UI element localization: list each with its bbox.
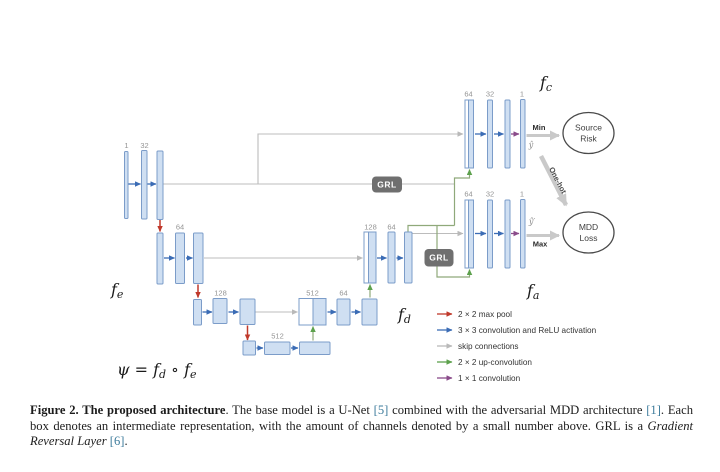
encoder-level3 (194, 289, 256, 341)
grl-label: GRL (429, 252, 449, 263)
caption-text: combined with the adversarial MDD architecture (388, 403, 647, 417)
channel-label: 64 (387, 222, 396, 232)
channel-label: 32 (485, 89, 495, 99)
fd-base: f (398, 305, 404, 324)
concat-bar-skip (465, 200, 469, 268)
concat-bar-skip (364, 232, 369, 283)
feature-bar (194, 300, 202, 326)
channel-label: 1 (519, 189, 525, 199)
mdd-loss-node (563, 212, 614, 253)
feature-bar (505, 100, 510, 168)
caption-bold: Figure 2. The proposed architecture (30, 403, 226, 417)
mdd-loss-line2: Loss (579, 233, 598, 243)
concat-bar-upconv (469, 100, 474, 168)
feature-bar (240, 299, 255, 325)
grl-1 (372, 177, 402, 193)
fc-base: f (540, 73, 546, 92)
feature-bar (405, 232, 413, 283)
legend-item-upconv (437, 358, 532, 367)
feature-bar (300, 342, 331, 355)
psi-s1: d (159, 368, 167, 381)
label-fd (397, 305, 411, 326)
grl-2 (425, 249, 454, 267)
label-psi-equation (117, 360, 197, 381)
concat-bar-skip (299, 299, 313, 326)
head-fa (464, 190, 559, 269)
source-risk-line1: Source (575, 122, 602, 133)
feature-bar (125, 152, 129, 219)
feature-bar (265, 342, 291, 355)
channel-label: 1 (519, 89, 525, 99)
concat-bar-upconv (313, 299, 326, 326)
legend-label: 1 × 1 convolution (458, 374, 521, 383)
feature-bar (157, 151, 163, 220)
psi-s2: e (190, 368, 197, 381)
onehot-connection (541, 156, 569, 205)
figure-caption (30, 403, 693, 450)
legend-label: skip connections (458, 342, 519, 351)
concat-bar-upconv (469, 200, 474, 268)
decoder-level2 (364, 223, 412, 284)
bottleneck-level4 (243, 327, 330, 356)
channel-label: 64 (464, 89, 473, 99)
channel-label: 128 (214, 288, 227, 298)
legend-item-maxpool (437, 310, 512, 319)
channel-label: 64 (339, 288, 348, 298)
legend-item-conv1x1 (437, 374, 521, 383)
feature-bar (521, 100, 526, 169)
max-label: Max (532, 239, 548, 249)
channel-label: 128 (364, 222, 377, 232)
fc-sub: c (545, 81, 553, 94)
min-label: Min (532, 123, 546, 132)
feature-bar (157, 233, 163, 284)
legend-label: 2 × 2 max pool (458, 310, 512, 319)
green-line-decoder-out (408, 226, 455, 232)
feature-bar (142, 151, 148, 220)
grl-label: GRL (377, 179, 397, 190)
source-risk-node (563, 113, 614, 154)
caption-italic: Gradient Reversal Layer (30, 418, 693, 449)
label-fe (110, 280, 124, 301)
feature-bar (243, 341, 256, 355)
feature-bar (362, 299, 377, 325)
fe-sub: e (116, 288, 124, 301)
onehot-label: One-hot (547, 165, 569, 196)
feature-bar (505, 200, 510, 268)
caption-text: . (124, 434, 128, 449)
channel-label: 512 (271, 331, 284, 341)
channel-label: 1 (124, 141, 129, 150)
yhat-prime-label: ŷ′ (528, 217, 536, 226)
legend-label: 2 × 2 up-convolution (458, 358, 532, 367)
citation-6[interactable]: [6] (109, 434, 125, 449)
yhat-label: ŷ (528, 140, 534, 150)
feature-bar (388, 232, 395, 283)
skip-connection-lines (164, 134, 464, 312)
concat-bar-skip (465, 100, 469, 168)
feature-bar (488, 200, 493, 268)
fe-base: f (111, 280, 117, 299)
decoder-level3 (299, 285, 377, 326)
encoder-level2 (157, 223, 203, 298)
legend-item-conv (437, 326, 597, 335)
legend-label: 3 × 3 convolution and ReLU activation (458, 326, 597, 335)
legend-item-skip (437, 342, 519, 351)
feature-bar (521, 200, 526, 269)
feature-bar (337, 299, 350, 325)
channel-label: 512 (306, 288, 319, 298)
label-fa (526, 281, 539, 302)
feature-bar (488, 100, 493, 168)
source-risk-line2: Risk (580, 133, 597, 144)
psi-p2: ∘ f (166, 360, 191, 379)
fd-sub: d (403, 313, 411, 326)
psi-p1: ψ = f (117, 360, 160, 379)
label-fc (539, 73, 552, 94)
skip-line-l1-to-fc (258, 134, 463, 184)
caption-text: . The base model is a U-Net (225, 403, 374, 417)
channel-label: 32 (140, 141, 149, 150)
mdd-loss-line1: MDD (578, 222, 599, 232)
feature-bar (194, 233, 204, 284)
encoder-level1 (124, 141, 163, 232)
fa-base: f (527, 281, 533, 300)
caption-text: . Each box denotes an intermediate representation, with the amount of channels denoted by a small number above. GRL is a (30, 403, 694, 433)
channel-label: 64 (175, 222, 185, 232)
fa-sub: a (532, 289, 540, 302)
citation-1[interactable]: [1] (646, 403, 661, 417)
channel-label: 64 (464, 189, 473, 199)
concat-bar-upconv (369, 232, 377, 283)
citation-5[interactable]: [5] (373, 403, 389, 417)
feature-bar (176, 233, 185, 284)
channel-label: 32 (485, 189, 495, 199)
legend (437, 310, 597, 383)
feature-bar (213, 299, 227, 324)
head-fc (464, 90, 559, 169)
